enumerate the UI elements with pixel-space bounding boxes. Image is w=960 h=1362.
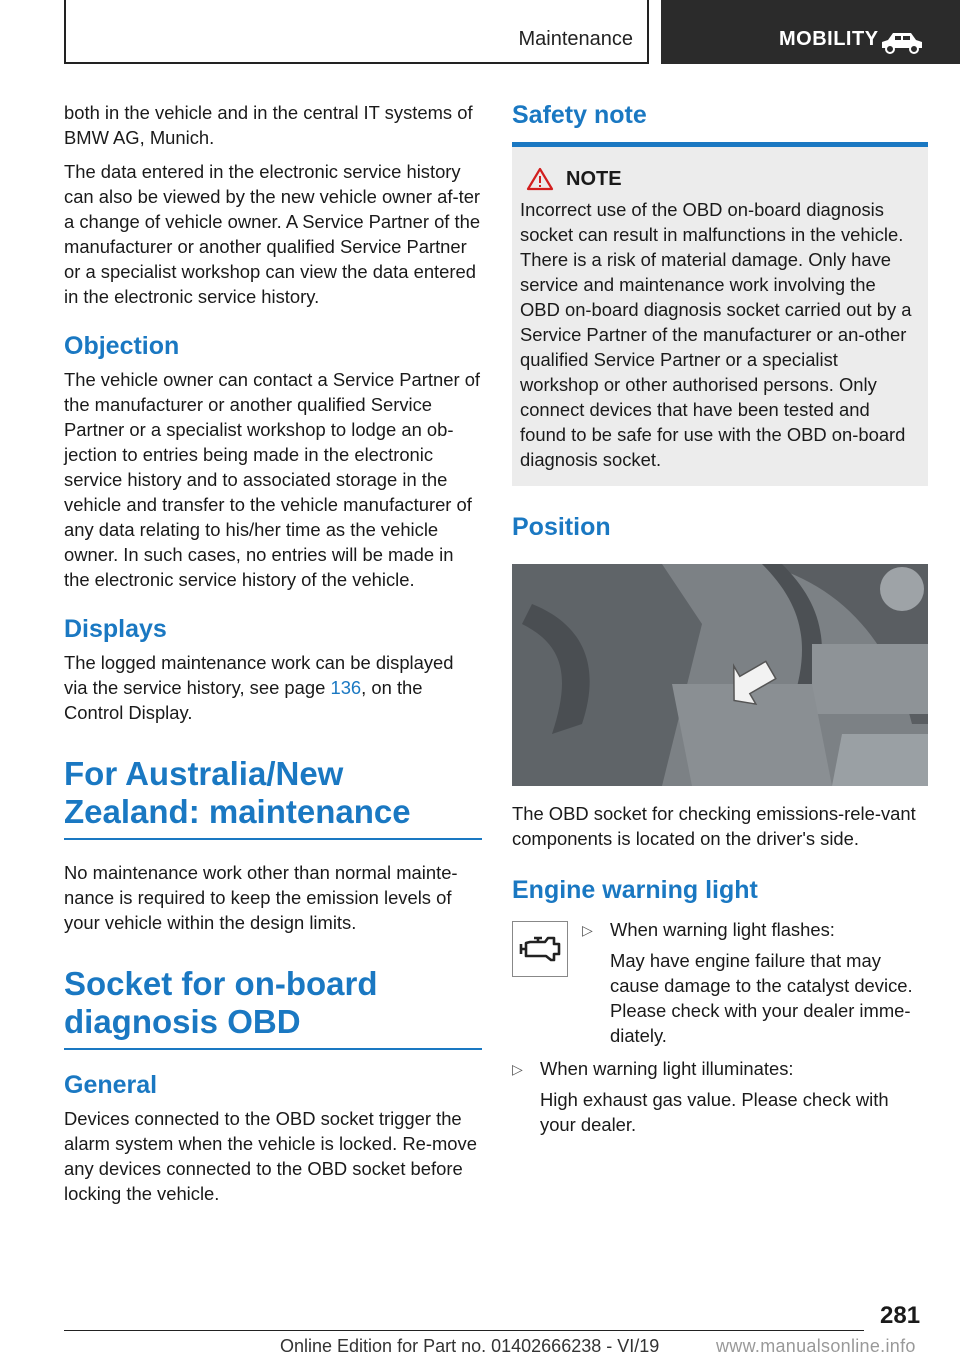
- page-number: 281: [880, 1302, 921, 1329]
- obd-socket-location-photo: [512, 564, 928, 786]
- bullet-triangle-icon: ▷: [512, 1061, 523, 1077]
- heading-position: Position: [512, 513, 611, 541]
- bullet-text: May have engine failure that may cause damage to the catalyst device. Please check with your dealer imme-diately.: [610, 950, 913, 1046]
- engine-warning-row: [512, 917, 928, 1048]
- footer-divider: [64, 1330, 864, 1331]
- paragraph-australia-maintenance: No maintenance work other than normal mainte-nance is required to keep the emission levels of your vehicle within the design limits.: [64, 862, 458, 933]
- footer-edition: Online Edition for Part no. 01402666238 - VI/19: [280, 1336, 660, 1356]
- position-caption: The OBD socket for checking emissions-rele-vant components is located on the driver's side.: [512, 803, 916, 849]
- bullet-head: When warning light flashes:: [610, 919, 835, 940]
- bullet-head: When warning light illuminates:: [540, 1058, 794, 1079]
- left-column: [64, 100, 482, 1206]
- header-chapter-label: MOBILITY: [779, 28, 879, 50]
- heading-displays: Displays: [64, 615, 167, 643]
- engine-warning-light-icon: [512, 921, 568, 977]
- footer-watermark: www.manualsonline.info: [716, 1336, 916, 1356]
- heading-general: General: [64, 1071, 158, 1099]
- page-link-136[interactable]: 136: [330, 677, 362, 698]
- heading-engine-warning-light: Engine warning light: [512, 876, 758, 904]
- heading-obd-socket: Socket for on-board diagnosis OBD: [64, 965, 482, 1050]
- right-column: [512, 100, 928, 1137]
- bullet-triangle-icon: ▷: [582, 922, 593, 938]
- header-chapter-tab: [661, 0, 960, 64]
- header-section-label: Maintenance: [518, 28, 633, 50]
- heading-objection: Objection: [64, 332, 180, 360]
- car-icon: [878, 28, 926, 54]
- displays-text-before: The logged maintenance work can be displayed via the service history, see page: [64, 652, 454, 698]
- warning-triangle-icon: [526, 167, 554, 191]
- list-item: [582, 917, 928, 1048]
- paragraph-displays: [64, 650, 482, 725]
- note-label: NOTE: [566, 167, 622, 190]
- bullet-text: High exhaust gas value. Please check with your dealer.: [540, 1089, 889, 1135]
- paragraph-objection: The vehicle owner can contact a Service Partner of the manufacturer or another qualified Service Partner or a specialist workshop to lodge an ob-jection to entries being made in the electronic service history and to associated storage in the vehicle and transfer to the vehicle manufacturer of any data relating to his/her time as the vehicle owner. In such cases, no entries will be made in the electronic service history of the vehicle.: [64, 369, 481, 590]
- list-item: [512, 1056, 928, 1137]
- note-header: [520, 167, 920, 191]
- engine-warning-list: [512, 917, 928, 1137]
- paragraph-service-history: The data entered in the electronic service history can also be viewed by the new vehicle owner af-ter a change of vehicle owner. A Service Partner of the manufacturer or another qualified Service Partner or a specialist workshop can view the data entered in the electronic service history.: [64, 161, 481, 307]
- paragraph-it-systems: both in the vehicle and in the central IT systems of BMW AG, Munich.: [64, 102, 473, 148]
- heading-safety-note: Safety note: [512, 100, 928, 147]
- displays-text-after: , on the Control Display.: [64, 677, 423, 723]
- header-section-tab: [64, 0, 649, 64]
- paragraph-general: Devices connected to the OBD socket trigger the alarm system when the vehicle is locked. Re-move any devices connected to the OBD socket before locking the vehicle.: [64, 1108, 477, 1204]
- note-text: Incorrect use of the OBD on-board diagnosis socket can result in malfunctions in the vehicle. There is a risk of material damage. Only have service and maintenance work involving the OBD on-board diagnosis socket carried out by a Service Partner of the manufacturer or an-other qualified Service Partner or a specialist workshop or other authorised persons. Only connect devices that have been tested and found to be safe for use with the OBD on-board diagnosis socket.: [520, 199, 912, 470]
- note-box: [512, 147, 928, 486]
- heading-australia-maintenance: For Australia/New Zealand: maintenance: [64, 755, 482, 840]
